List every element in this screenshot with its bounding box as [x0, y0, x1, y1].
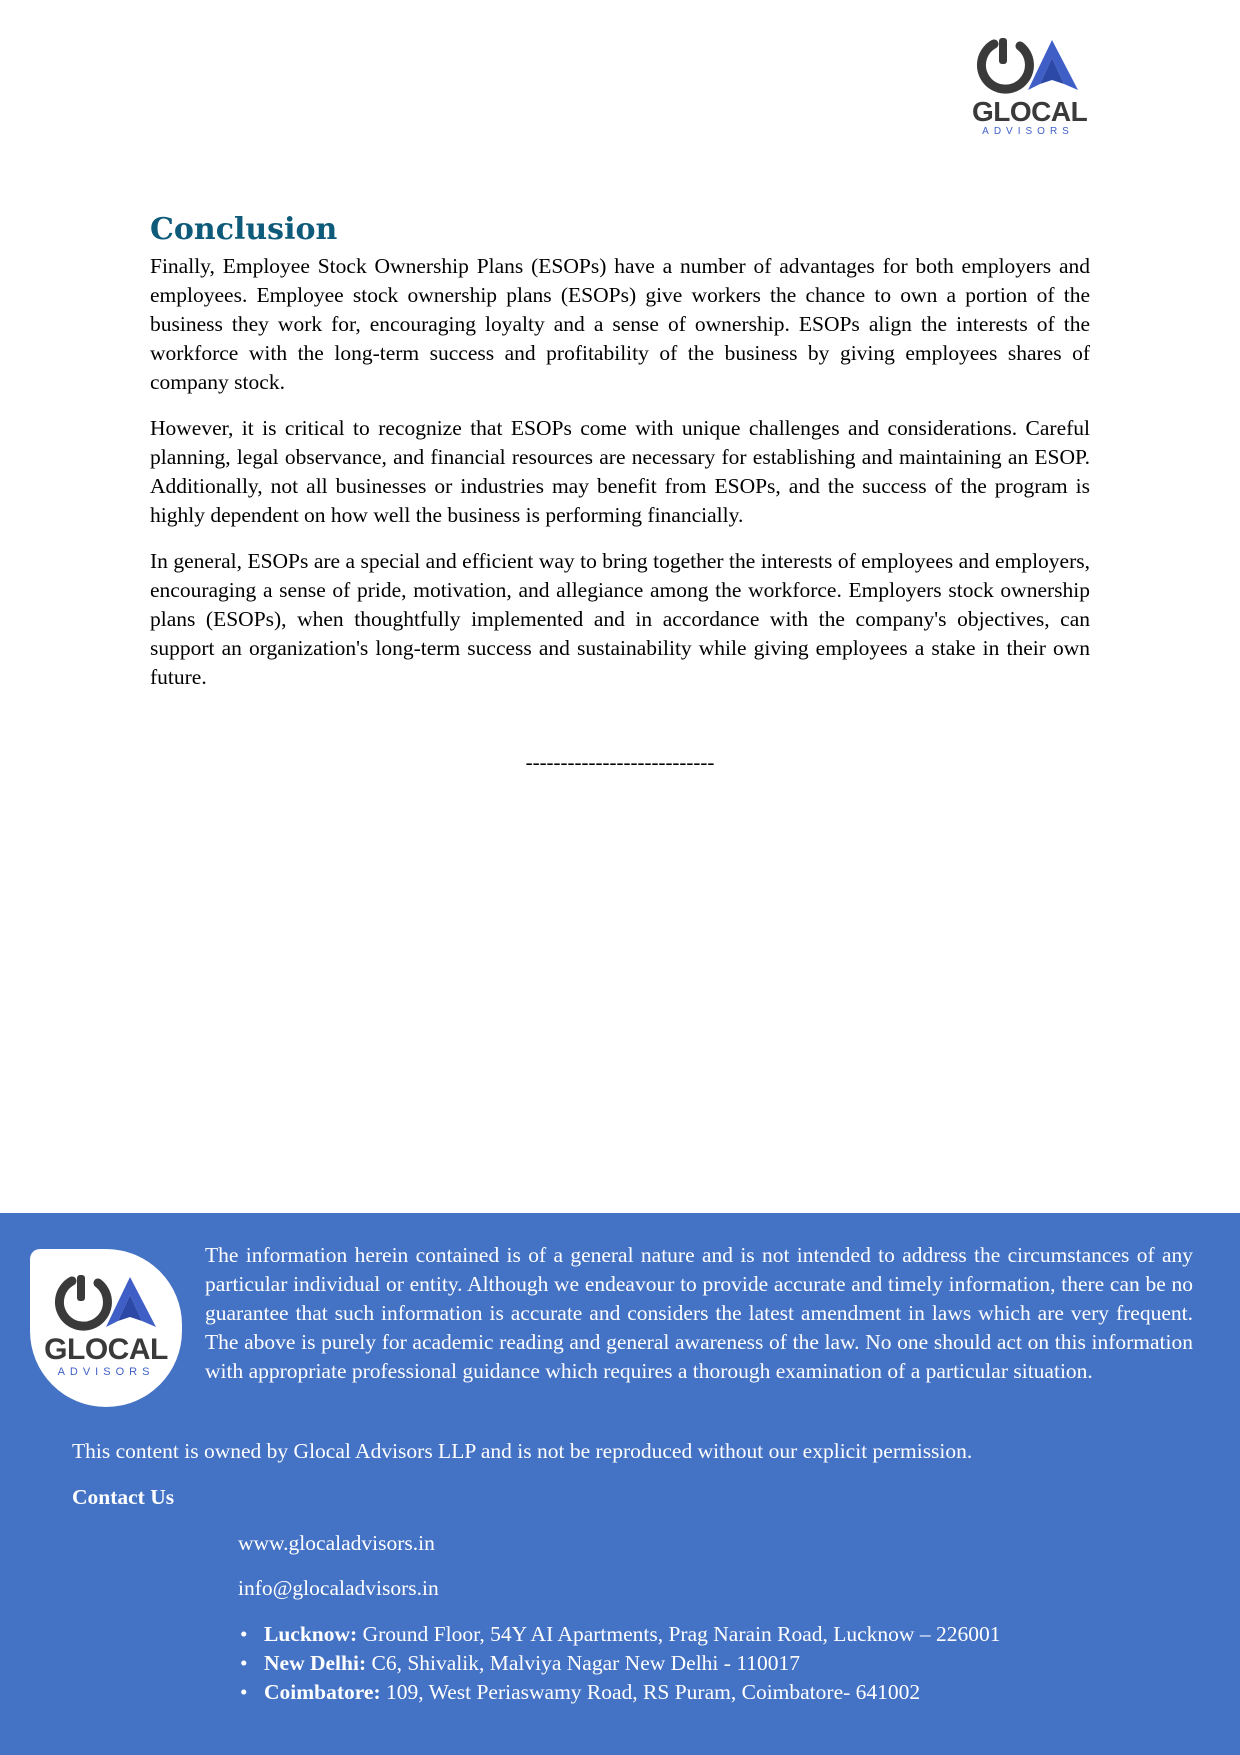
footer-logo-subtext: ADVISORS [57, 1366, 155, 1378]
disclaimer-text: The information herein contained is of a general nature and is not intended to address the circumstances of any particular individual or entity. Although we endeavour to provide accurate and timely information, there can be no guarantee that such information is accurate and considers the latest amendment in laws which are very frequent. The above is purely for academic reading and general awareness of the law. No one should act on this information with appropriate professional guidance which requires a thorough examination of a particular situation. [205, 1243, 1193, 1383]
office-address: Ground Floor, 54Y AI Apartments, Prag Narain Road, Lucknow – 226001 [362, 1622, 1001, 1646]
section-separator: --------------------------- [525, 750, 715, 774]
main-content [150, 208, 1090, 774]
footer-logo-text: GLOCAL [44, 1333, 168, 1366]
section-title: Conclusion [150, 212, 338, 247]
footer [0, 1213, 1240, 1755]
glocal-logo-mark-icon [44, 1273, 168, 1335]
header-logo-subtext: ADVISORS [982, 126, 1074, 137]
header-logo-text: GLOCAL [972, 96, 1088, 127]
bullet-icon: • [240, 1651, 248, 1675]
office-item-lucknow [238, 1620, 1000, 1649]
bullet-icon: • [240, 1622, 248, 1646]
bullet-icon: • [240, 1680, 248, 1704]
paragraph-1: Finally, Employee Stock Ownership Plans (ESOPs) have a number of advantages for both employers and employees. Employee stock ownership plans (ESOPs) give workers the chance to own a portion of the business they work for, encouraging loyalty and a sense of ownership. ESOPs align the interests of the workforce with the long-term success and profitability of the business by giving employees shares of company stock. [150, 254, 1090, 394]
paragraph-2: However, it is critical to recognize that ESOPs come with unique challenges and considerations. Careful planning, legal observance, and financial resources are necessary for establishing and maintaining an ESOP. Additionally, not all businesses or industries may benefit from ESOPs, and the success of the program is highly dependent on how well the business is performing financially. [150, 416, 1090, 527]
office-item-coimbatore [238, 1678, 1000, 1707]
office-address: 109, West Periaswamy Road, RS Puram, Coimbatore- 641002 [386, 1680, 921, 1704]
footer-logo-badge [30, 1249, 182, 1407]
office-city: New Delhi: [264, 1651, 367, 1675]
office-item-new-delhi [238, 1649, 1000, 1678]
ownership-notice: This content is owned by Glocal Advisors LLP and is not be reproduced without our explicit permission. [72, 1439, 973, 1463]
office-address: C6, Shivalik, Malviya Nagar New Delhi - 110017 [371, 1651, 801, 1675]
office-city: Coimbatore: [264, 1680, 381, 1704]
paragraph-3: In general, ESOPs are a special and efficient way to bring together the interests of employees and employers, encouraging a sense of pride, motivation, and allegiance among the workforce. Employers stock ownership plans (ESOPs), when thoughtfully implemented and in accordance with the company's objectives, can support an organization's long-term success and sustainability while giving employees a stake in their own future. [150, 549, 1090, 689]
contact-heading: Contact Us [72, 1485, 175, 1509]
email-link[interactable]: info@glocaladvisors.in [238, 1576, 439, 1600]
website-link[interactable]: www.glocaladvisors.in [238, 1531, 435, 1555]
office-city: Lucknow: [264, 1622, 358, 1646]
header-logo [972, 36, 1090, 136]
office-list [238, 1620, 1000, 1707]
footer-logo [44, 1273, 168, 1383]
glocal-logo-mark-icon [972, 36, 1084, 98]
